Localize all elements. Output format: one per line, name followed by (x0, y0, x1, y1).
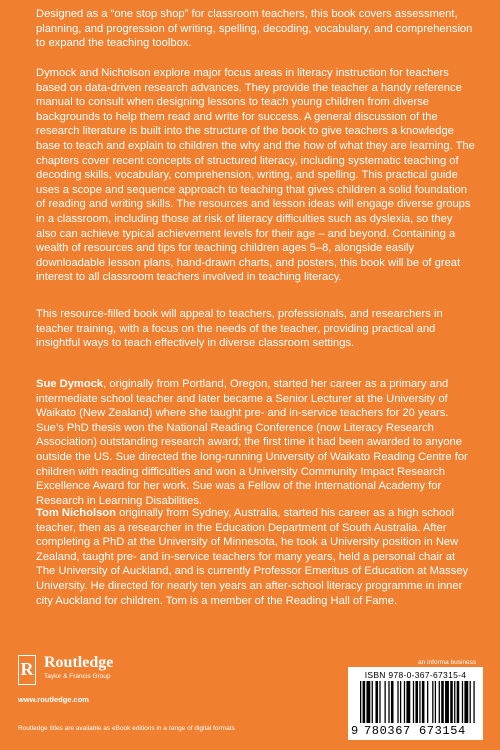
author-bio-nicholson (36, 506, 476, 608)
barcode-bar (422, 681, 425, 723)
barcode-bar (413, 681, 414, 723)
description-paragraph-1: Designed as a “one stop shop” for classroom teachers, this book covers assessment, planning, and progression of writing, spelling, decoding, vocabulary, and comprehension to expand the teaching toolbox. (36, 8, 473, 50)
barcode-bar (397, 681, 398, 723)
ebook-note: Routledge titles are available as eBook editions in a range of digital formats (18, 725, 235, 732)
barcode-group-1: 780367 (364, 724, 411, 738)
barcode-bar (450, 681, 453, 723)
barcode-bar (441, 681, 444, 723)
barcode-bar (457, 681, 460, 723)
barcode-bar (391, 681, 394, 723)
barcode-bar (406, 681, 410, 723)
barcode-bar (384, 681, 385, 723)
barcode-bar (419, 681, 420, 723)
publisher-group: Taylor & Francis Group (44, 673, 111, 680)
barcode-bar (363, 681, 366, 723)
publisher-name: Routledge (44, 654, 114, 671)
publisher-website: www.routledge.com (18, 695, 89, 704)
description-paragraph-2: Dymock and Nicholson explore major focus areas in literacy instruction for teachers based on data-driven research advances. They provide the teacher a handy reference manual to consult when designing lessons to teach young children from diverse backgrounds to help them read and write for success. A general discussion of the research literature is built into the structure of the book to give teachers a knowledge base to teach and explain to children the why and the how of what they are learning. The chapters cover recent concepts of structured literacy, including systematic teaching of decoding skills, vocabulary, comprehension, writing, and spelling. This practical guide uses a scope and sequence approach to teaching that gives children a solid foundation of reading and writing skills. The resources and lesson ideas will engage diverse groups in a classroom, including those at risk of literacy difficulties such as dyslexia, so they also can achieve typical achievement levels for their age – and beyond. Containing a wealth of resources and tips for teaching children ages 5–8, alongside easily downloadable lesson plans, hand-drawn charts, and posters, this book will be of great interest to all classroom teachers involved in teaching literacy. (36, 67, 475, 284)
description-paragraph-3: This resource-filled book will appeal to teachers, professionals, and researchers in teacher training, with a focus on the needs of the teacher, providing practical and insightful ways to teach effectively in diverse classroom settings. (36, 308, 443, 350)
barcode-bar (404, 681, 405, 723)
barcode-bar (439, 681, 440, 723)
barcode-bar (379, 681, 380, 723)
barcode-bar (432, 681, 433, 723)
barcode-bar (473, 681, 474, 723)
barcode-lead-digit: 9 (351, 724, 359, 738)
barcode-bar (388, 681, 389, 723)
author-bio-text: , originally from Portland, Oregon, started her career as a primary and intermediate school teacher and later became a Senior Lecturer at the University of Waikato (New Zealand) where she taught pre- and in-service teachers for 20 years. Sue’s PhD thesis won the National Reading Conference (now Literacy Research Association) outstanding research award; the first time it had been awarded to anyone outside the US. Sue directed the long-running University of Waikato Reading Centre for children with reading difficulties and won a University Community Impact Research Excellence Award for her work. Sue was a Fellow of the International Academy for Research in Learning Disabilities. (36, 378, 468, 507)
barcode-bar (375, 681, 378, 723)
barcode-group-2: 673154 (419, 724, 466, 738)
isbn-number: ISBN 978-0-367-67315-4 (364, 670, 467, 680)
publisher-logo (18, 653, 198, 709)
barcode-bar (366, 681, 370, 723)
barcode-bar (464, 681, 468, 723)
author-bio-dymock (36, 377, 476, 508)
barcode-bar (372, 681, 373, 723)
routledge-logo-icon: R (18, 655, 36, 685)
barcode-bar (415, 681, 418, 723)
barcode-bars (360, 681, 476, 723)
barcode-bar (400, 681, 401, 723)
barcode-bar (454, 681, 455, 723)
barcode-bar (435, 681, 436, 723)
barcode-bar (462, 681, 463, 723)
isbn-barcode (348, 667, 483, 740)
barcode-bar (470, 681, 471, 723)
barcode-bar (360, 681, 361, 723)
author-name: Tom Nicholson (36, 507, 116, 519)
barcode-bar (445, 681, 449, 723)
author-name: Sue Dymock (36, 378, 104, 390)
barcode-bar (427, 681, 428, 723)
author-bio-text: originally from Sydney, Australia, started his career as a high school teacher, then as a researcher in the Education Department of South Australia. After completing a PhD at the University of Minnesota, he took a University position in New Zealand, taught pre- and in-service teachers for many years, held a personal chair at The University of Auckland, and is currently Professor Emeritus of Education at Massey University. He directed for nearly ten years an after-school literacy programme in inner city Auckland for children. Tom is a member of the Reading Hall of Fame. (36, 507, 469, 607)
informa-tagline: an informa business (418, 659, 477, 666)
